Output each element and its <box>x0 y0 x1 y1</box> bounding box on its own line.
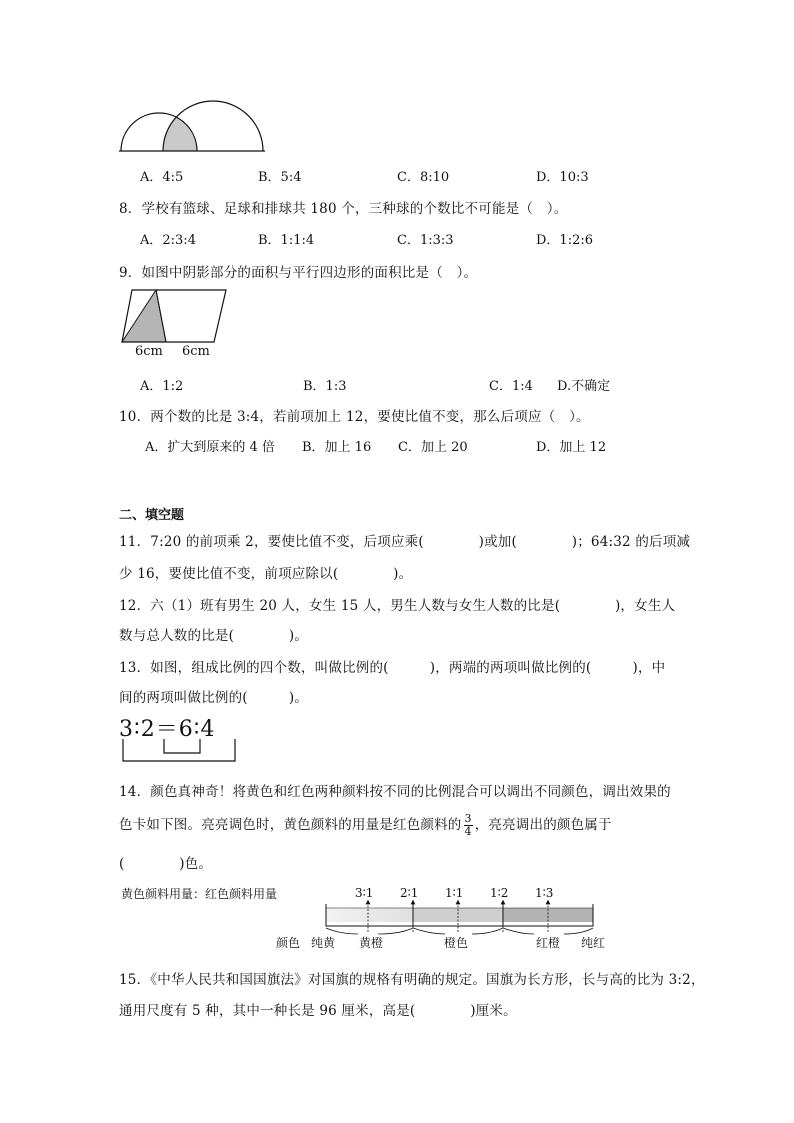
q9-option-d: D.不确定 <box>557 379 611 394</box>
q14-line2 <box>119 810 612 840</box>
q13-line1: 13．如图，组成比例的四个数，叫做比例的( )，两端的两项叫做比例的( )，中 <box>119 660 666 676</box>
q14-line2-pre: 色卡如下图。亮亮调色时，黄色颜料的用量是红色颜料的 <box>119 817 462 833</box>
q14-color-pure-red: 纯红 <box>581 936 606 950</box>
q14-color-pure-yellow: 纯黄 <box>311 936 336 950</box>
q14-line2-post: ，亮亮调出的颜色属于 <box>474 817 612 833</box>
q7-option-a: A．4:5 <box>140 170 184 185</box>
q10-stem: 10．两个数的比是 3:4，若前项加上 12，要使比值不变，那么后项应（ ）。 <box>119 409 590 425</box>
q9-label-right: 6cm <box>182 344 210 359</box>
q10-option-b: B．加上 16 <box>302 440 372 455</box>
q14-ratio-1: 3∶1 <box>355 886 374 900</box>
q9-stem: 9．如图中阴影部分的面积与平行四边形的面积比是（ ）。 <box>119 265 478 281</box>
q7-semicircles-figure <box>115 95 275 157</box>
q14-ratio-4: 1∶2 <box>490 886 509 900</box>
q9-shaded-triangle <box>122 290 166 342</box>
q9-parallelogram-figure <box>118 288 230 346</box>
q14-color-yellow-orange: 黄橙 <box>359 936 384 950</box>
q9-option-a: A．1:2 <box>140 379 184 394</box>
q8-option-d: D．1:2:6 <box>536 233 593 248</box>
q14-line3: ( )色。 <box>119 856 213 872</box>
q10-option-d: D．加上 12 <box>536 440 607 455</box>
q12-line1: 12．六（1）班有男生 20 人，女生 15 人，男生人数与女生人数的比是( )，女生人 <box>119 598 676 614</box>
q13-bracket-figure <box>119 737 244 765</box>
q14-fraction-denominator: 4 <box>464 825 472 838</box>
q9-label-left: 6cm <box>135 344 163 359</box>
q11-line2: 少 16，要使比值不变，前项应除以( )。 <box>119 566 413 582</box>
q7-option-c: C．8:10 <box>397 170 450 185</box>
q14-chart-title: 黄色颜料用量：红色颜料用量 <box>121 887 278 901</box>
q14-line1: 14．颜色真神奇！将黄色和红色两种颜料按不同的比例混合可以调出不同颜色，调出效果的 <box>119 784 671 800</box>
q14-color-red-orange: 红橙 <box>536 936 561 950</box>
q10-option-a: A．扩大到原来的 4 倍 <box>145 440 275 455</box>
q9-option-c: C．1:4 <box>489 379 533 394</box>
q11-line1: 11．7:20 的前项乘 2，要使比值不变，后项应乘( )或加( )；64:32 的后项减 <box>119 534 691 550</box>
q14-fraction <box>464 813 473 838</box>
q7-overlap-shading <box>121 113 197 151</box>
q14-ratio-2: 2∶1 <box>400 886 419 900</box>
q8-option-c: C．1:3:3 <box>397 233 454 248</box>
q15-line1: 15．《中华人民共和国国旗法》对国旗的规格有明确的规定。国旗为长方形，长与高的比为 3:2， <box>119 972 705 988</box>
q10-option-c: C．加上 20 <box>398 440 468 455</box>
q8-option-b: B．1:1:4 <box>258 233 315 248</box>
q14-ratio-5: 1∶3 <box>535 886 554 900</box>
q9-option-b: B．1:3 <box>303 379 347 394</box>
q8-option-a: A．2:3:4 <box>140 233 196 248</box>
q12-line2: 数与总人数的比是( )。 <box>119 628 309 644</box>
q13-line2: 间的两项叫做比例的( )。 <box>119 690 309 706</box>
q14-segment-yellow-orange <box>326 908 413 922</box>
q14-fraction-numerator: 3 <box>464 812 472 825</box>
q13-inner-bracket <box>164 739 200 753</box>
q7-option-b: B．5:4 <box>258 170 302 185</box>
q14-color-orange: 橙色 <box>444 936 469 950</box>
q13-outer-bracket <box>123 739 235 761</box>
q14-color-row-label: 颜色 <box>276 936 301 950</box>
q15-line2: 通用尺度有 5 种，其中一种长是 96 厘米，高是( )厘米。 <box>119 1003 517 1019</box>
q14-color-card <box>320 898 602 938</box>
q8-stem: 8．学校有篮球、足球和排球共 180 个，三种球的个数比不可能是（ ）。 <box>119 201 568 217</box>
q14-ratio-3: 1∶1 <box>445 886 464 900</box>
section-title: 二、填空题 <box>119 508 185 523</box>
q13-proportion: 3∶2＝6∶4 <box>119 717 216 742</box>
q7-option-d: D．10:3 <box>536 170 589 185</box>
